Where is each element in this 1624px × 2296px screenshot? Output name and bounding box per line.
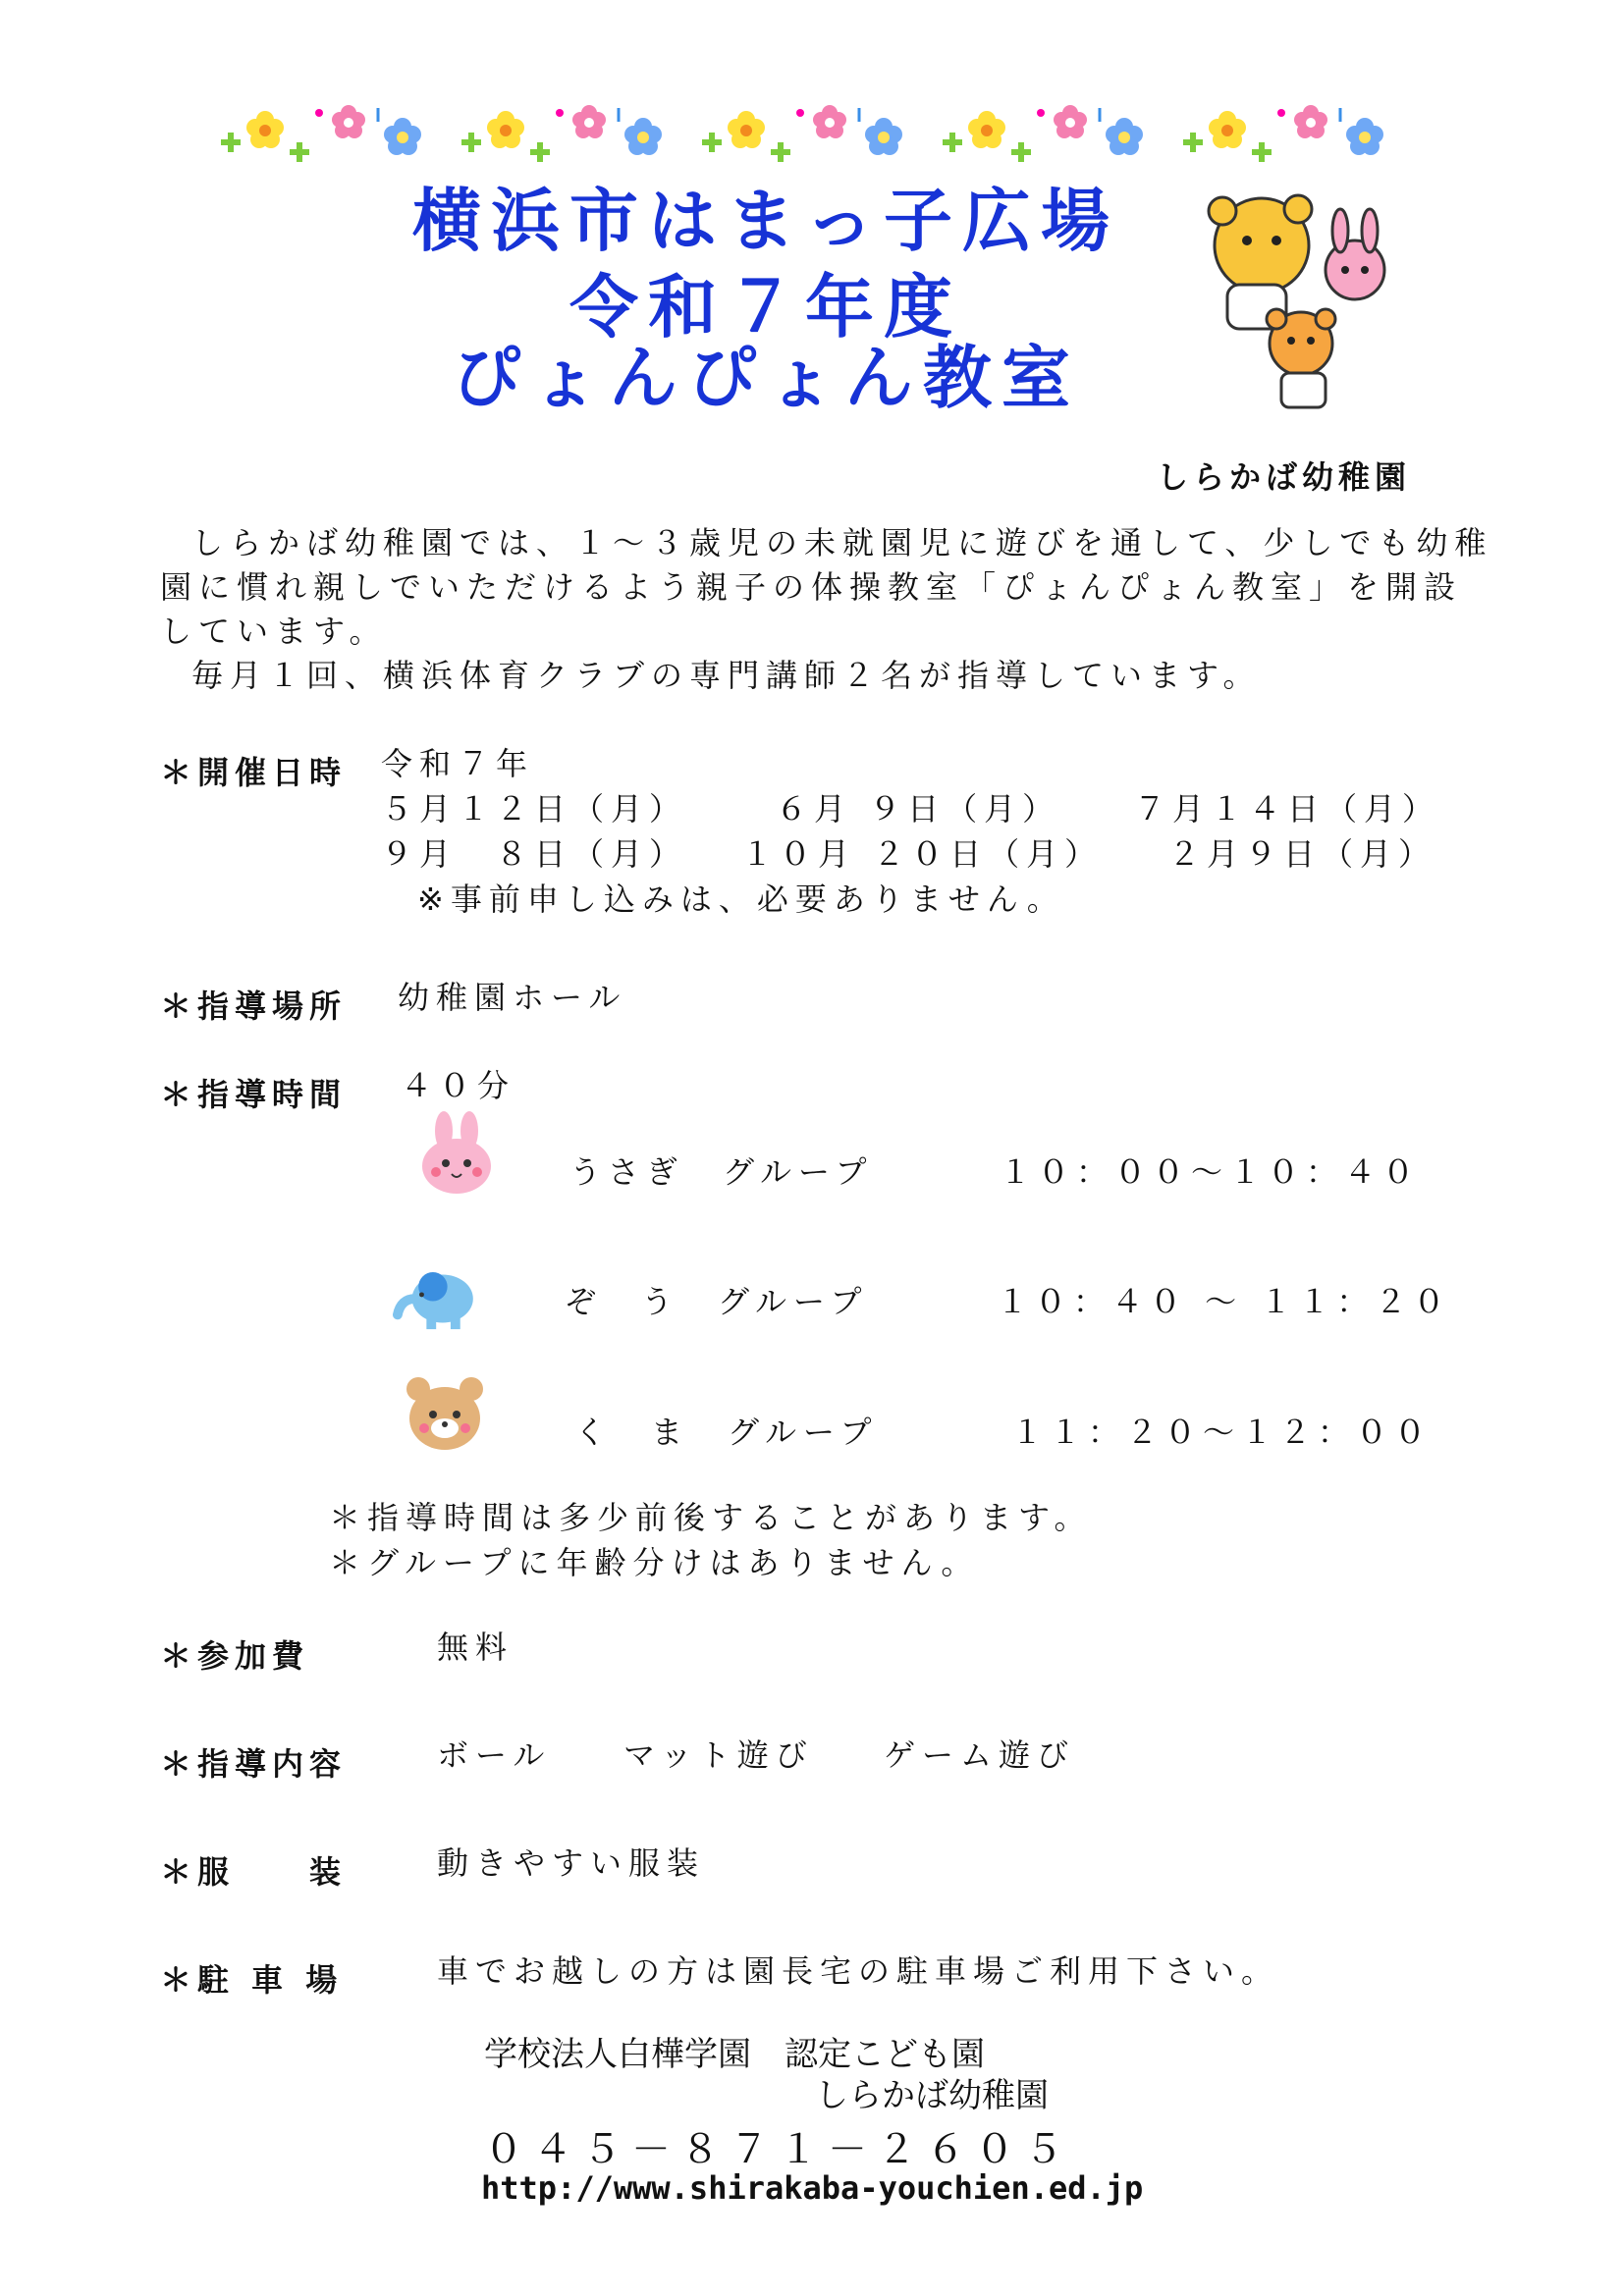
duration-note: ＊指導時間は多少前後することがあります。 [329, 1499, 1093, 1536]
group-name: ぞ う グループ [565, 1283, 869, 1320]
footer-org-line-1: 学校法人白樺学園 認定こども園 [484, 2035, 985, 2074]
mascot-illustration [1188, 182, 1424, 417]
group-time: １０：４０ ～ １１：２０ [997, 1283, 1452, 1320]
schedule-label: ＊開催日時 [160, 754, 348, 791]
duration-note: ＊グループに年齢分けはありません。 [329, 1544, 980, 1581]
organizer-name: しらかば幼稚園 [1157, 458, 1412, 496]
footer-phone: ０４５－８７１－２６０５ [484, 2127, 1073, 2172]
schedule-date: １０月 ２０日（月） [741, 835, 1104, 873]
fee-label: ＊参加費 [160, 1637, 310, 1675]
schedule-date: ５月１２日（月） [381, 790, 688, 828]
place-value: 幼稚園ホール [398, 979, 627, 1016]
title-line-2: 令和７年度 [569, 267, 962, 347]
fee-value: 無料 [437, 1629, 514, 1666]
intro-line-4: 毎月１回、横浜体育クラブの専門講師２名が指導しています。 [191, 657, 1262, 694]
duration-label: ＊指導時間 [160, 1076, 348, 1113]
footer-url-link[interactable]: http://www.shirakaba-youchien.ed.jp [481, 2169, 1144, 2207]
content-item: ボール [437, 1736, 552, 1774]
content-item: ゲーム遊び [884, 1736, 1076, 1774]
intro-line-2: 園に慣れ親しでいただけるよう親子の体操教室「ぴょんぴょん教室」を開設 [160, 568, 1463, 606]
elephant-icon [393, 1255, 481, 1343]
duration-value: ４０分 [401, 1067, 516, 1104]
footer-org-line-2: しらかば幼稚園 [815, 2076, 1049, 2115]
title-line-3: ぴょんぴょん教室 [452, 338, 1080, 418]
title-line-1: 横浜市はまっ子広場 [412, 181, 1119, 261]
clothing-value: 動きやすい服装 [437, 1844, 706, 1882]
place-label: ＊指導場所 [160, 988, 348, 1025]
content-item: マット遊び [623, 1736, 814, 1774]
bear-icon [401, 1369, 489, 1458]
schedule-date: ９月 ８日（月） [381, 835, 688, 873]
schedule-date: ２月９日（月） [1168, 835, 1437, 873]
clothing-label: ＊服 装 [160, 1853, 348, 1891]
schedule-date: ６月 ９日（月） [776, 790, 1061, 828]
group-time: １０：００～１０：４０ [1000, 1153, 1422, 1191]
group-name: うさぎ グループ [569, 1153, 874, 1191]
group-name: く ま グループ [574, 1414, 879, 1451]
parking-value: 車でお越しの方は園長宅の駐車場ご利用下さい。 [437, 1952, 1280, 1990]
schedule-date: ７月１４日（月） [1134, 790, 1441, 828]
parking-label: ＊駐 車 場 [160, 1961, 344, 1999]
schedule-note: ※事前申し込みは、必要ありません。 [417, 881, 1065, 918]
flower-decoration [211, 93, 1409, 172]
content-label: ＊指導内容 [160, 1745, 348, 1783]
intro-line-1: しらかば幼稚園では、１～３歳児の未就園児に遊びを通して、少しでも幼稚 [191, 524, 1493, 561]
group-time: １１：２０～１２：００ [1011, 1414, 1434, 1451]
schedule-year: 令和７年 [381, 745, 535, 782]
rabbit-icon [412, 1109, 501, 1198]
intro-line-3: しています。 [160, 613, 388, 650]
